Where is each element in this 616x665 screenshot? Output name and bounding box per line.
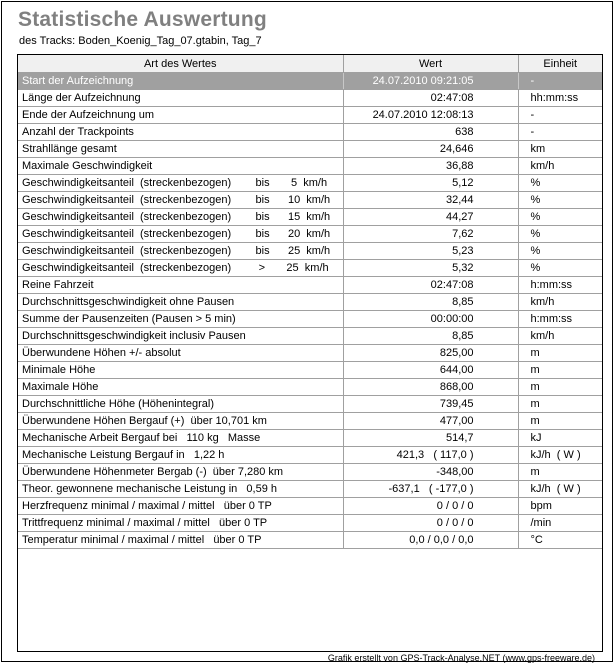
row-unit: km/h bbox=[518, 158, 602, 175]
table-row[interactable] bbox=[18, 311, 602, 328]
row-unit: % bbox=[518, 243, 602, 260]
row-label: Geschwindigkeitsanteil (streckenbezogen) bis 15 km/h bbox=[18, 209, 343, 226]
row-label: Durchschnittliche Höhe (Höhenintegral) bbox=[18, 396, 343, 413]
row-unit: % bbox=[518, 175, 602, 192]
row-unit: hh:mm:ss bbox=[518, 90, 602, 107]
table-row[interactable] bbox=[18, 413, 602, 430]
row-value: 24.07.2010 12:08:13 bbox=[343, 107, 518, 124]
row-unit: - bbox=[518, 107, 602, 124]
row-label: Länge der Aufzeichnung bbox=[18, 90, 343, 107]
row-value: 477,00 bbox=[343, 413, 518, 430]
row-label: Reine Fahrzeit bbox=[18, 277, 343, 294]
table-row[interactable] bbox=[18, 107, 602, 124]
row-value: 0,0 / 0,0 / 0,0 bbox=[343, 532, 518, 549]
row-value: 0 / 0 / 0 bbox=[343, 515, 518, 532]
row-unit: h:mm:ss bbox=[518, 277, 602, 294]
table-row[interactable] bbox=[18, 345, 602, 362]
row-unit: kJ/h ( W ) bbox=[518, 447, 602, 464]
row-value: 00:00:00 bbox=[343, 311, 518, 328]
row-value: 638 bbox=[343, 124, 518, 141]
table-row[interactable] bbox=[18, 498, 602, 515]
row-unit: kJ bbox=[518, 430, 602, 447]
row-unit: m bbox=[518, 464, 602, 481]
row-value: 02:47:08 bbox=[343, 90, 518, 107]
row-label: Herzfrequenz minimal / maximal / mittel über 0 TP bbox=[18, 498, 343, 515]
row-unit: m bbox=[518, 413, 602, 430]
row-unit: km/h bbox=[518, 328, 602, 345]
row-unit: /min bbox=[518, 515, 602, 532]
table-row[interactable] bbox=[18, 226, 602, 243]
row-value: 739,45 bbox=[343, 396, 518, 413]
table-header-row bbox=[18, 55, 602, 73]
table-body bbox=[18, 73, 602, 549]
table-row[interactable] bbox=[18, 209, 602, 226]
row-value: 421,3 ( 117,0 ) bbox=[343, 447, 518, 464]
table-row[interactable] bbox=[18, 73, 602, 90]
table-row[interactable] bbox=[18, 430, 602, 447]
row-value: 44,27 bbox=[343, 209, 518, 226]
row-unit: m bbox=[518, 396, 602, 413]
row-label: Geschwindigkeitsanteil (streckenbezogen) bis 20 km/h bbox=[18, 226, 343, 243]
table-row[interactable] bbox=[18, 141, 602, 158]
table-row[interactable] bbox=[18, 379, 602, 396]
row-label: Temperatur minimal / maximal / mittel über 0 TP bbox=[18, 532, 343, 549]
row-value: 825,00 bbox=[343, 345, 518, 362]
table-row[interactable] bbox=[18, 481, 602, 498]
row-label: Geschwindigkeitsanteil (streckenbezogen) > 25 km/h bbox=[18, 260, 343, 277]
row-value: 514,7 bbox=[343, 430, 518, 447]
table-row[interactable] bbox=[18, 158, 602, 175]
row-value: 868,00 bbox=[343, 379, 518, 396]
table-row[interactable] bbox=[18, 294, 602, 311]
table-row[interactable] bbox=[18, 90, 602, 107]
row-label: Überwundene Höhenmeter Bergab (-) über 7,280 km bbox=[18, 464, 343, 481]
row-unit: bpm bbox=[518, 498, 602, 515]
row-label: Mechanische Leistung Bergauf in 1,22 h bbox=[18, 447, 343, 464]
table-row[interactable] bbox=[18, 277, 602, 294]
page-title: Statistische Auswertung bbox=[18, 8, 267, 31]
row-label: Strahllänge gesamt bbox=[18, 141, 343, 158]
statistics-table bbox=[18, 55, 602, 549]
row-value: 0 / 0 / 0 bbox=[343, 498, 518, 515]
row-value: 36,88 bbox=[343, 158, 518, 175]
row-label: Trittfrequenz minimal / maximal / mittel über 0 TP bbox=[18, 515, 343, 532]
table-row[interactable] bbox=[18, 328, 602, 345]
row-unit: - bbox=[518, 124, 602, 141]
row-label: Überwundene Höhen +/- absolut bbox=[18, 345, 343, 362]
row-unit: km bbox=[518, 141, 602, 158]
row-value: 7,62 bbox=[343, 226, 518, 243]
table-row[interactable] bbox=[18, 192, 602, 209]
statistics-table-container bbox=[17, 54, 603, 652]
column-header-value[interactable]: Wert bbox=[343, 55, 518, 73]
row-unit: h:mm:ss bbox=[518, 311, 602, 328]
row-label: Anzahl der Trackpoints bbox=[18, 124, 343, 141]
row-value: 5,32 bbox=[343, 260, 518, 277]
row-unit: m bbox=[518, 345, 602, 362]
row-value: 24,646 bbox=[343, 141, 518, 158]
table-row[interactable] bbox=[18, 362, 602, 379]
table-row[interactable] bbox=[18, 464, 602, 481]
table-row[interactable] bbox=[18, 515, 602, 532]
row-value: 02:47:08 bbox=[343, 277, 518, 294]
row-unit: % bbox=[518, 260, 602, 277]
row-unit: °C bbox=[518, 532, 602, 549]
row-label: Ende der Aufzeichnung um bbox=[18, 107, 343, 124]
table-row[interactable] bbox=[18, 396, 602, 413]
table-row[interactable] bbox=[18, 175, 602, 192]
row-label: Überwundene Höhen Bergauf (+) über 10,701 km bbox=[18, 413, 343, 430]
row-value: 8,85 bbox=[343, 294, 518, 311]
row-value: 644,00 bbox=[343, 362, 518, 379]
row-unit: % bbox=[518, 209, 602, 226]
row-label: Summe der Pausenzeiten (Pausen > 5 min) bbox=[18, 311, 343, 328]
row-label: Durchschnittsgeschwindigkeit inclusiv Pausen bbox=[18, 328, 343, 345]
footer-credit: Grafik erstellt von GPS-Track-Analyse.NET (www.gps-freeware.de) bbox=[327, 653, 595, 663]
row-value: 24.07.2010 09:21:05 bbox=[343, 73, 518, 90]
row-label: Maximale Höhe bbox=[18, 379, 343, 396]
row-value: 32,44 bbox=[343, 192, 518, 209]
row-unit: km/h bbox=[518, 294, 602, 311]
table-row[interactable] bbox=[18, 447, 602, 464]
table-row[interactable] bbox=[18, 260, 602, 277]
row-label: Mechanische Arbeit Bergauf bei 110 kg Masse bbox=[18, 430, 343, 447]
track-subtitle: des Tracks: Boden_Koenig_Tag_07.gtabin, Tag_7 bbox=[19, 35, 262, 47]
row-value: -637,1 ( -177,0 ) bbox=[343, 481, 518, 498]
row-label: Geschwindigkeitsanteil (streckenbezogen) bis 25 km/h bbox=[18, 243, 343, 260]
column-header-unit[interactable]: Einheit bbox=[518, 55, 602, 73]
row-value: -348,00 bbox=[343, 464, 518, 481]
row-value: 8,85 bbox=[343, 328, 518, 345]
row-value: 5,12 bbox=[343, 175, 518, 192]
row-label: Minimale Höhe bbox=[18, 362, 343, 379]
table-row[interactable] bbox=[18, 124, 602, 141]
row-label: Theor. gewonnene mechanische Leistung in 0,59 h bbox=[18, 481, 343, 498]
table-row[interactable] bbox=[18, 243, 602, 260]
row-label: Geschwindigkeitsanteil (streckenbezogen) bis 10 km/h bbox=[18, 192, 343, 209]
row-label: Durchschnittsgeschwindigkeit ohne Pausen bbox=[18, 294, 343, 311]
table-row[interactable] bbox=[18, 532, 602, 549]
row-value: 5,23 bbox=[343, 243, 518, 260]
row-unit: m bbox=[518, 362, 602, 379]
row-label: Geschwindigkeitsanteil (streckenbezogen) bis 5 km/h bbox=[18, 175, 343, 192]
row-unit: - bbox=[518, 73, 602, 90]
column-header-type[interactable]: Art des Wertes bbox=[18, 55, 343, 73]
row-unit: % bbox=[518, 192, 602, 209]
row-unit: m bbox=[518, 379, 602, 396]
row-unit: % bbox=[518, 226, 602, 243]
row-unit: kJ/h ( W ) bbox=[518, 481, 602, 498]
report-frame bbox=[1, 1, 613, 662]
row-label: Start der Aufzeichnung bbox=[18, 73, 343, 90]
row-label: Maximale Geschwindigkeit bbox=[18, 158, 343, 175]
